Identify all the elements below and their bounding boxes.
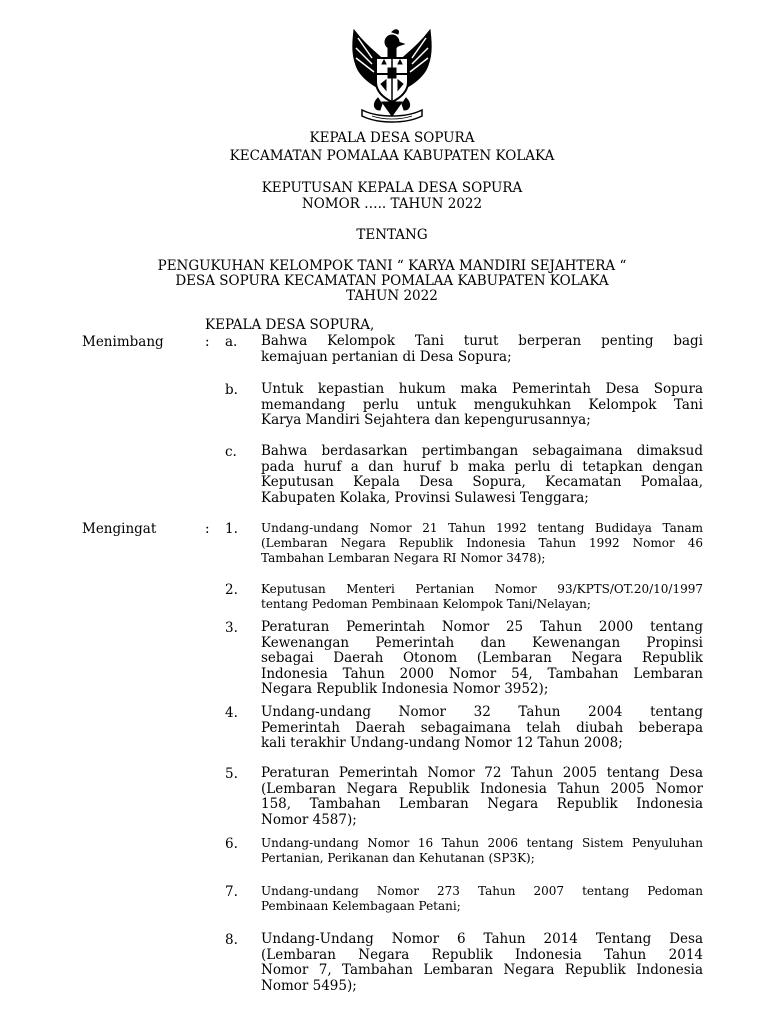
mengingat-num: 1.: [225, 521, 238, 537]
garuda-emblem-icon: [338, 24, 446, 126]
decision-number: NOMOR ….. TAHUN 2022: [301, 196, 483, 212]
menimbang-item: Bahwa berdasarkan pertimbangan sebagaimana dimaksud pada huruf a dan huruf b maka perlu di tetapkan dengan Keputusan Kepala Desa Sopura, Kecamatan Pomalaa, Kabupaten Kolaka, Provinsi Sulawesi Tenggara;: [261, 443, 703, 506]
mengingat-item: Peraturan Pemerintah Nomor 72 Tahun 2005 tentang Desa (Lembaran Negara Republik Indonesia Tahun 2005 Nomor 158, Tambahan Lembaran Negara Republik Indonesia Nomor 4587);: [261, 765, 703, 828]
mengingat-colon: :: [205, 521, 210, 537]
mengingat-item: Undang-undang Nomor 32 Tahun 2004 tentang Pemerintah Daerah sebagaimana telah diubah beberapa kali terakhir Undang-undang Nomor 12 Tahun 2008;: [261, 704, 703, 751]
about-heading: TENTANG: [356, 227, 428, 243]
menimbang-item: Bahwa Kelompok Tani turut berperan penting bagi kemajuan pertanian di Desa Sopura;: [261, 333, 703, 365]
menimbang-colon: :: [205, 334, 210, 350]
mengingat-item: Undang-undang Nomor 21 Tahun 1992 tentang Budidaya Tanam (Lembaran Negara Republik Indonesia Tahun 1992 Nomor 46 Tambahan Lembaran Negara RI Nomor 3478);: [261, 521, 703, 565]
header-institution: KEPALA DESA SOPURA: [309, 130, 475, 146]
mengingat-num: 5.: [225, 766, 238, 782]
decision-title: KEPUTUSAN KEPALA DESA SOPURA: [261, 180, 523, 196]
mengingat-num: 4.: [225, 705, 238, 721]
mengingat-num: 6.: [225, 836, 238, 852]
mengingat-num: 3.: [225, 620, 238, 636]
mengingat-label: Mengingat: [82, 521, 157, 537]
menimbang-num: b.: [225, 382, 238, 398]
menimbang-num: c.: [225, 444, 237, 460]
mengingat-item: Undang-undang Nomor 273 Tahun 2007 tentang Pedoman Pembinaan Kelembagaan Petani;: [261, 884, 703, 913]
mengingat-num: 8.: [225, 932, 238, 948]
mengingat-item: Keputusan Menteri Pertanian Nomor 93/KPTS/OT.20/10/1997 tentang Pedoman Pembinaan Kelompok Tani/Nelayan;: [261, 582, 703, 611]
issuer-line: KEPALA DESA SOPURA,: [205, 317, 375, 333]
menimbang-item: Untuk kepastian hukum maka Pemerintah Desa Sopura memandang perlu untuk mengukuhkan Kelompok Tani Karya Mandiri Sejahtera dan kepengurusannya;: [261, 381, 703, 428]
subject-line-3: TAHUN 2022: [346, 288, 438, 304]
mengingat-num: 7.: [225, 884, 238, 900]
mengingat-item: Undang-undang Nomor 16 Tahun 2006 tentang Sistem Penyuluhan Pertanian, Perikanan dan Kehutanan (SP3K);: [261, 836, 703, 865]
mengingat-num: 2.: [225, 582, 238, 598]
header-region: KECAMATAN POMALAA KABUPATEN KOLAKA: [229, 148, 555, 164]
menimbang-num: a.: [225, 334, 238, 350]
subject-line-2: DESA SOPURA KECAMATAN POMALAA KABUPATEN KOLAKA: [175, 273, 609, 289]
menimbang-label: Menimbang: [82, 334, 164, 350]
mengingat-item: Undang-Undang Nomor 6 Tahun 2014 Tentang Desa (Lembaran Negara Republik Indonesia Tahun 2014 Nomor 7, Tambahan Lembaran Negara Republik Indonesia Nomor 5495);: [261, 931, 703, 994]
subject-line-1: PENGUKUHAN KELOMPOK TANI “ KARYA MANDIRI SEJAHTERA “: [157, 258, 627, 274]
mengingat-item: Peraturan Pemerintah Nomor 25 Tahun 2000 tentang Kewenangan Pemerintah dan Kewenangan Propinsi sebagai Daerah Otonom (Lembaran Negara Republik Indonesia Tahun 2000 Nomor 54, Tambahan Lembaran Negara Republik Indonesia Nomor 3952);: [261, 619, 703, 697]
